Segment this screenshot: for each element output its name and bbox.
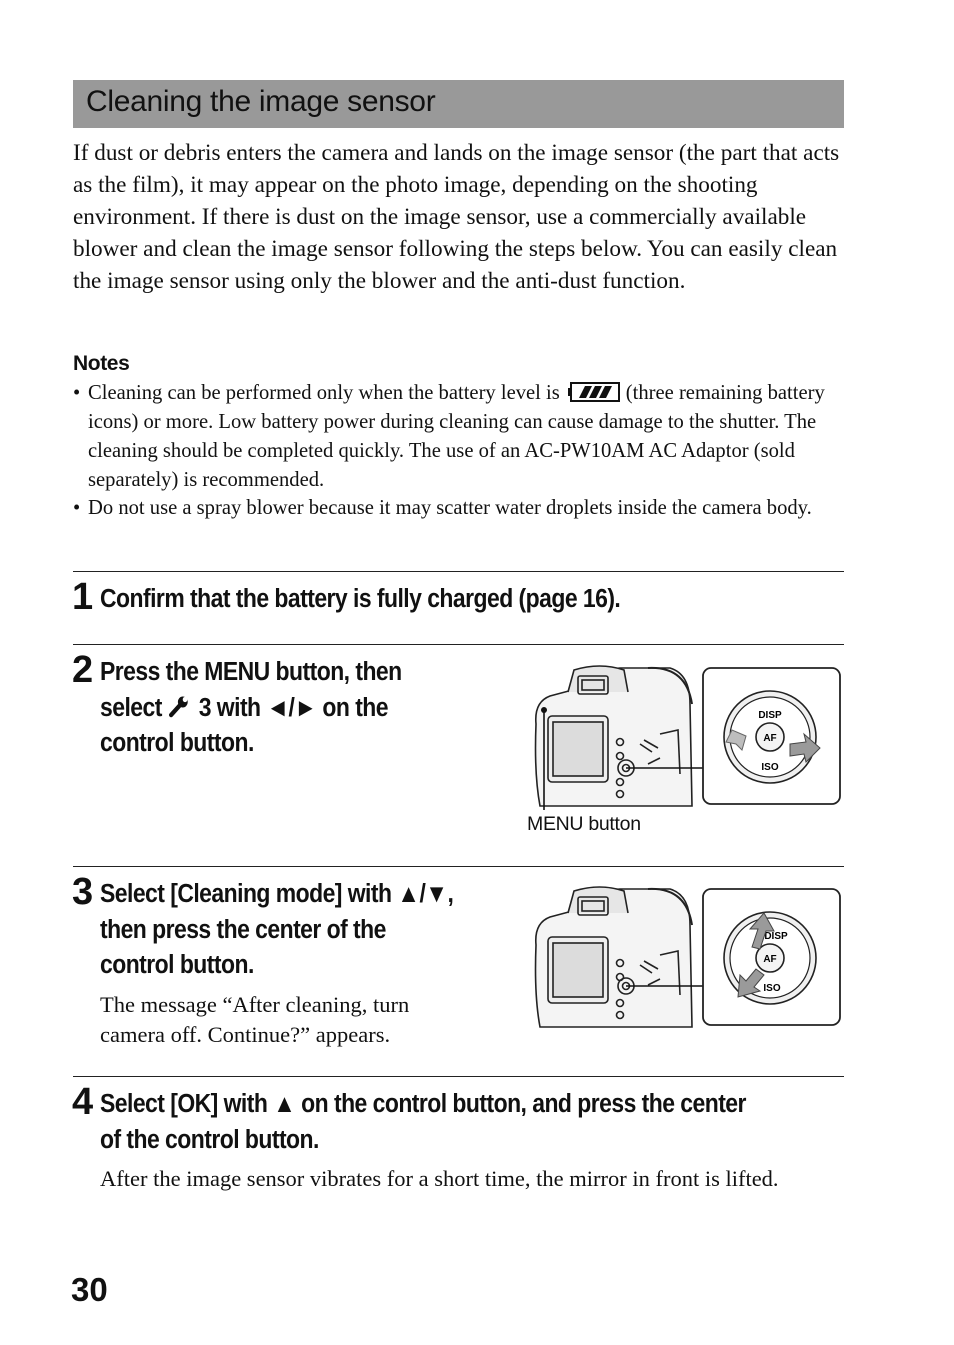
step-3-line-2: then press the center of the <box>100 915 386 944</box>
page-number: 30 <box>71 1271 108 1308</box>
step-2-line-2a: select <box>100 693 162 722</box>
dial-af-label: AF <box>763 954 777 965</box>
dial-iso-label: ISO <box>763 983 781 994</box>
dial-af-label: AF <box>763 733 777 744</box>
battery-three-bars-icon <box>568 382 620 402</box>
dial-disp-label: DISP <box>758 710 782 721</box>
step-3-heading <box>100 877 453 984</box>
bullet: • <box>73 497 81 519</box>
step-1-heading: Confirm that the battery is fully charged (page 16). <box>100 585 621 613</box>
dial-disp-label: DISP <box>764 931 788 942</box>
divider <box>73 1076 844 1077</box>
note-battery <box>73 379 848 495</box>
menu-button-caption: MENU button <box>527 813 641 835</box>
note-battery-text-after: (three remaining battery icons) or more. Low battery power during cleaning can cause damage to the shutter. The cleaning should be completed quickly. The use of an AC-PW10AM AC Adaptor (sold separately) is recommended. <box>88 382 825 491</box>
step-3-body <box>100 990 409 1050</box>
step-2-line-3: control button. <box>100 729 254 757</box>
step-3-number: 3 <box>72 871 94 913</box>
step-3-body-line-2: camera off. Continue?” appears. <box>100 1022 391 1047</box>
camera-back-illustration-menu <box>520 664 845 810</box>
step-3-line-1: Select [Cleaning mode] with ▲/▼, <box>100 880 454 908</box>
note-spray-blower <box>73 494 848 523</box>
step-3-body-line-1: The message “After cleaning, turn <box>100 992 410 1017</box>
step-1-number: 1 <box>72 576 94 618</box>
step-3-line-3: control button. <box>100 951 254 979</box>
section-title: Cleaning the image sensor <box>86 85 436 118</box>
step-2-heading <box>100 655 402 762</box>
divider <box>73 866 844 867</box>
wrench-icon <box>168 694 193 718</box>
divider <box>73 644 844 645</box>
step-4-line-1: Select [OK] with ▲ on the control button, and press the center <box>100 1090 746 1118</box>
camera-back-illustration-cleaning <box>520 885 845 1031</box>
note-battery-text-before: Cleaning can be performed only when the battery level is <box>88 382 560 404</box>
step-4-body: After the image sensor vibrates for a short time, the mirror in front is lifted. <box>100 1166 779 1191</box>
step-4-number: 4 <box>72 1081 94 1123</box>
step-4-heading <box>100 1087 746 1158</box>
step-2-line-1: Press the MENU button, then <box>100 658 402 686</box>
dial-iso-label: ISO <box>761 762 779 773</box>
notes-title: Notes <box>73 352 130 375</box>
step-2-number: 2 <box>72 649 94 691</box>
section-header-bar <box>73 80 844 128</box>
divider <box>73 571 844 572</box>
bullet: • <box>73 382 81 404</box>
note-spray-blower-text: Do not use a spray blower because it may scatter water droplets inside the camera body. <box>88 497 812 519</box>
step-2-line-2b: 3 with ◄/► on the <box>198 693 388 722</box>
step-4-line-2: of the control button. <box>100 1125 319 1154</box>
intro-paragraph: If dust or debris enters the camera and lands on the image sensor (the part that acts as the film), it may appear on the photo image, depending on the shooting environment. If there is dust on the image sensor, use a commercially available blower and clean the image sensor following the steps below. You can easily clean the image sensor using only the blower and the anti-dust function. <box>73 140 840 294</box>
